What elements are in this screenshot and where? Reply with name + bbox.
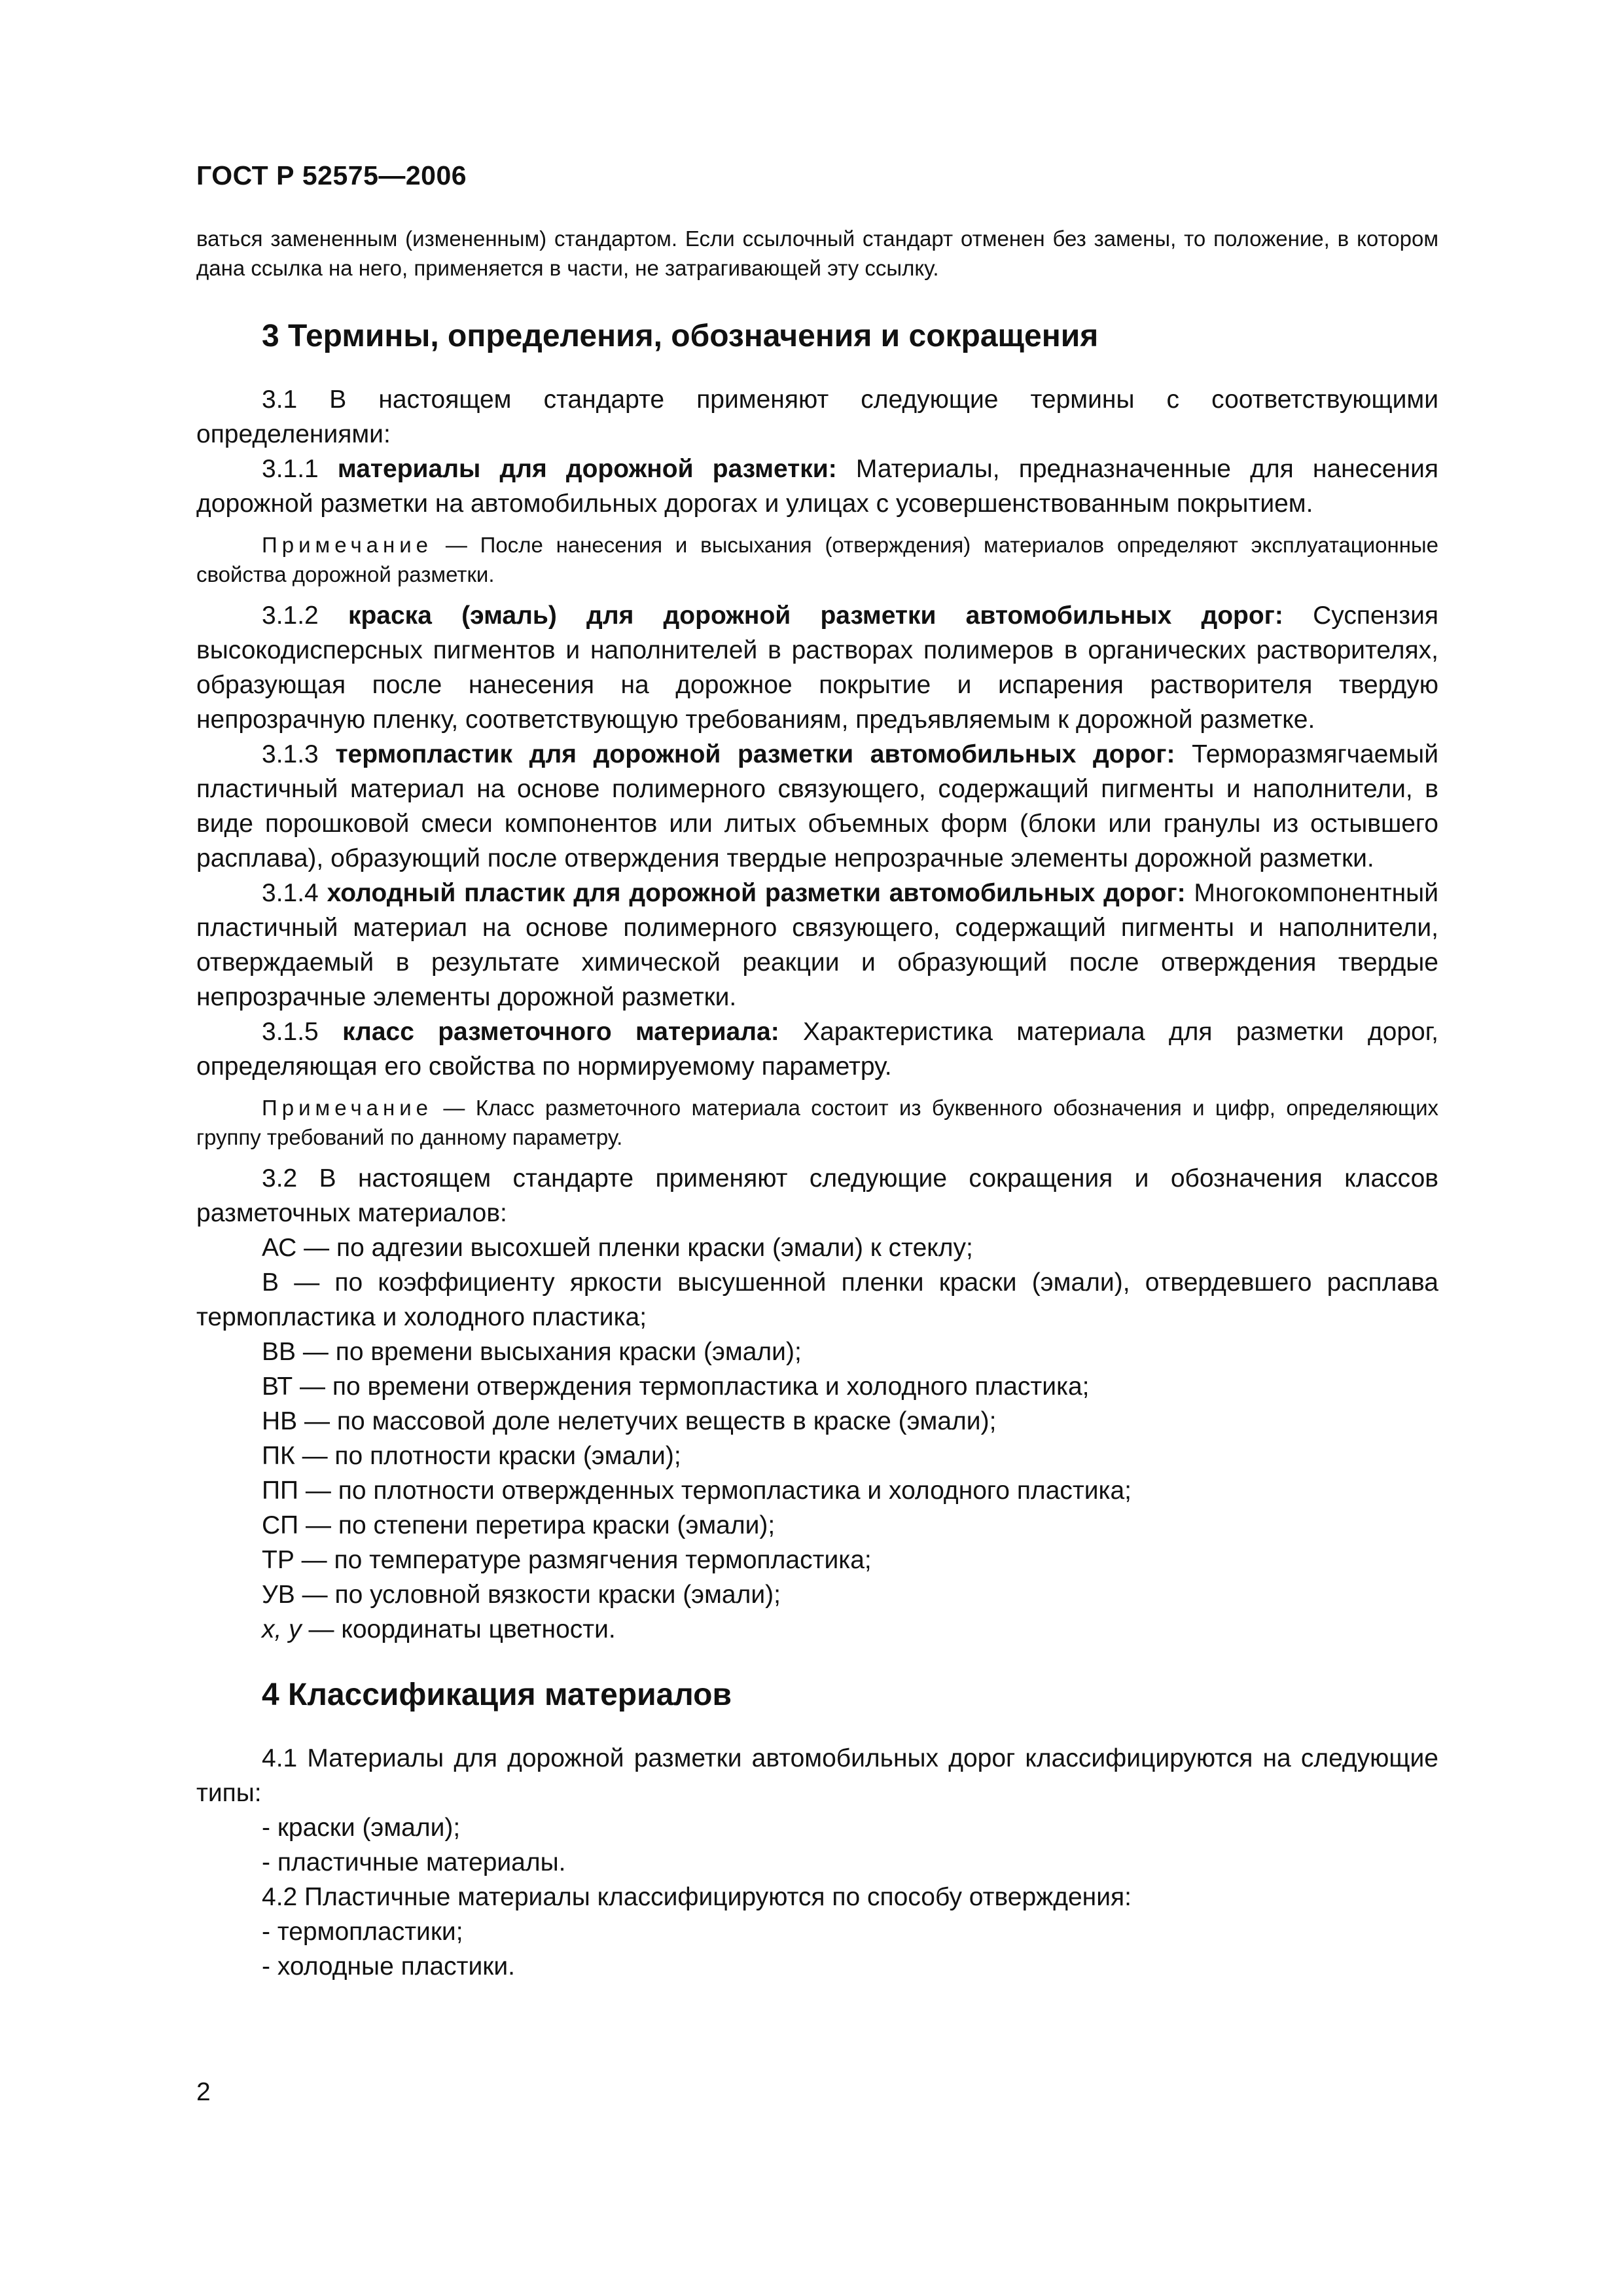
term-cold-plastic: холодный пластик для дорожной разметки автомобильных дорог: bbox=[327, 879, 1186, 907]
paragraph-3-2: 3.2 В настоящем стандарте применяют следующие сокращения и обозначения классов разметочных материалов: bbox=[196, 1164, 1438, 1227]
paragraph-3-1-4 bbox=[196, 876, 1438, 1014]
note-label: Примечание bbox=[262, 533, 433, 557]
abbreviation-item: ТР — по температуре размягчения термопластика; bbox=[262, 1546, 872, 1574]
clause-number: 3.1.5 bbox=[262, 1018, 319, 1046]
note-text: — После нанесения и высыхания (отверждения) материалов определяют эксплуатационные свойства дорожной разметки. bbox=[196, 533, 1439, 586]
term-thermoplastic: термопластик для дорожной разметки автомобильных дорог: bbox=[335, 740, 1175, 768]
paragraph-3-1-2 bbox=[196, 598, 1438, 737]
abbreviation-item: В — по коэффициенту яркости высушенной пленки краски (эмали), отвердевшего расплава термопластика и холодного пластика; bbox=[196, 1268, 1438, 1331]
term-road-marking-materials: материалы для дорожной разметки: bbox=[337, 455, 837, 483]
note-2 bbox=[196, 1093, 1438, 1152]
clause-number: 3.1.2 bbox=[262, 601, 319, 630]
abbreviation-item: УВ — по условной вязкости краски (эмали); bbox=[262, 1581, 781, 1609]
document-code-header: ГОСТ Р 52575—2006 bbox=[196, 160, 467, 190]
note-label: Примечание bbox=[262, 1096, 433, 1120]
abbreviation-item: ВВ — по времени высыхания краски (эмали); bbox=[262, 1338, 802, 1366]
definition-text: Многокомпонентный пластичный материал на основе полимерного связующего, содержащий пигменты и наполнители, отверждаемый в результате химической реакции и образующий после отверждения твердые непрозрачные элементы дорожной разметки. bbox=[196, 879, 1438, 1011]
paragraph-3-1: 3.1 В настоящем стандарте применяют следующие термины с соответствующими определениями: bbox=[196, 386, 1438, 448]
clause-number: 3.1.1 bbox=[262, 455, 319, 483]
abbreviation-item: ПК — по плотности краски (эмали); bbox=[262, 1442, 681, 1470]
abbreviation-item: ПП — по плотности отвержденных термопластика и холодного пластика; bbox=[262, 1477, 1132, 1505]
abbreviation-item: АС — по адгезии высохшей пленки краски (эмали) к стеклу; bbox=[262, 1234, 973, 1262]
clause-number: 3.1.3 bbox=[262, 740, 319, 768]
document-body bbox=[196, 224, 1438, 1984]
paragraph-3-1-1 bbox=[196, 452, 1438, 521]
plastic-type-list-item: - термопластики; bbox=[262, 1918, 463, 1946]
definition-text: Термоpазмягчаемый пластичный материал на основе полимерного связующего, содержащий пигменты и наполнители, в виде порошковой смеси компонентов или литых объемных форм (блоки или гранулы из остывшего расплава), образующий после отверждения твердые непрозрачные элементы дорожной разметки. bbox=[196, 740, 1438, 872]
abbreviation-item-xy bbox=[196, 1612, 1438, 1647]
definition-text: Суспензия высокодисперсных пигментов и наполнителей в растворах полимеров в органических растворителях, образующая после нанесения на дорожное покрытие и испарения растворителя твердую непрозрачную пленку, соответствующую требованиям, предъявляемым к дорожной разметке. bbox=[196, 601, 1438, 734]
term-material-class: класс разметочного материала: bbox=[342, 1018, 779, 1046]
definition-text: Материалы, предназначенные для нанесения дорожной разметки на автомобильных дорогах и улицах с усовершенствованным покрытием. bbox=[196, 455, 1438, 518]
clause-number: 3.1.4 bbox=[262, 879, 319, 907]
abbreviation-item: СП — по степени перетира краски (эмали); bbox=[262, 1511, 776, 1539]
definition-text: Характеристика материала для разметки дорог, определяющая его свойства по нормируемому параметру. bbox=[196, 1018, 1439, 1081]
term-road-paint: краска (эмаль) для дорожной разметки автомобильных дорог: bbox=[348, 601, 1283, 630]
paragraph-4-2: 4.2 Пластичные материалы классифицируются по способу отверждения: bbox=[262, 1883, 1132, 1911]
note-1 bbox=[196, 530, 1438, 589]
abbreviation-item: ВТ — по времени отверждения термопластика и холодного пластика; bbox=[262, 1372, 1090, 1401]
paragraph-3-1-3 bbox=[196, 737, 1438, 876]
section-3-heading: 3 Термины, определения, обозначения и сокращения bbox=[262, 319, 1099, 353]
type-list-item: - пластичные материалы. bbox=[262, 1848, 566, 1876]
note-text: — Класс разметочного материала состоит из буквенного обозначения и цифр, определяющих группу требований по данному параметру. bbox=[196, 1096, 1439, 1149]
intro-paragraph: ваться замененным (измененным) стандартом. Если ссылочный стандарт отменен без замены, то положение, в котором дана ссылка на него, применяется в части, не затрагивающей эту ссылку. bbox=[196, 226, 1438, 280]
paragraph-3-1-5 bbox=[196, 1014, 1438, 1084]
xy-text: — координаты цветности. bbox=[301, 1615, 616, 1643]
xy-symbol: x, y bbox=[262, 1615, 302, 1643]
paragraph-4-1: 4.1 Материалы для дорожной разметки автомобильных дорог классифицируются на следующие типы: bbox=[196, 1744, 1438, 1807]
page-number: 2 bbox=[196, 2078, 211, 2106]
abbreviation-item: НВ — по массовой доле нелетучих веществ в краске (эмали); bbox=[262, 1407, 997, 1435]
section-4-heading: 4 Классификация материалов bbox=[262, 1677, 732, 1712]
plastic-type-list-item: - холодные пластики. bbox=[262, 1952, 515, 1981]
type-list-item: - краски (эмали); bbox=[262, 1814, 461, 1842]
